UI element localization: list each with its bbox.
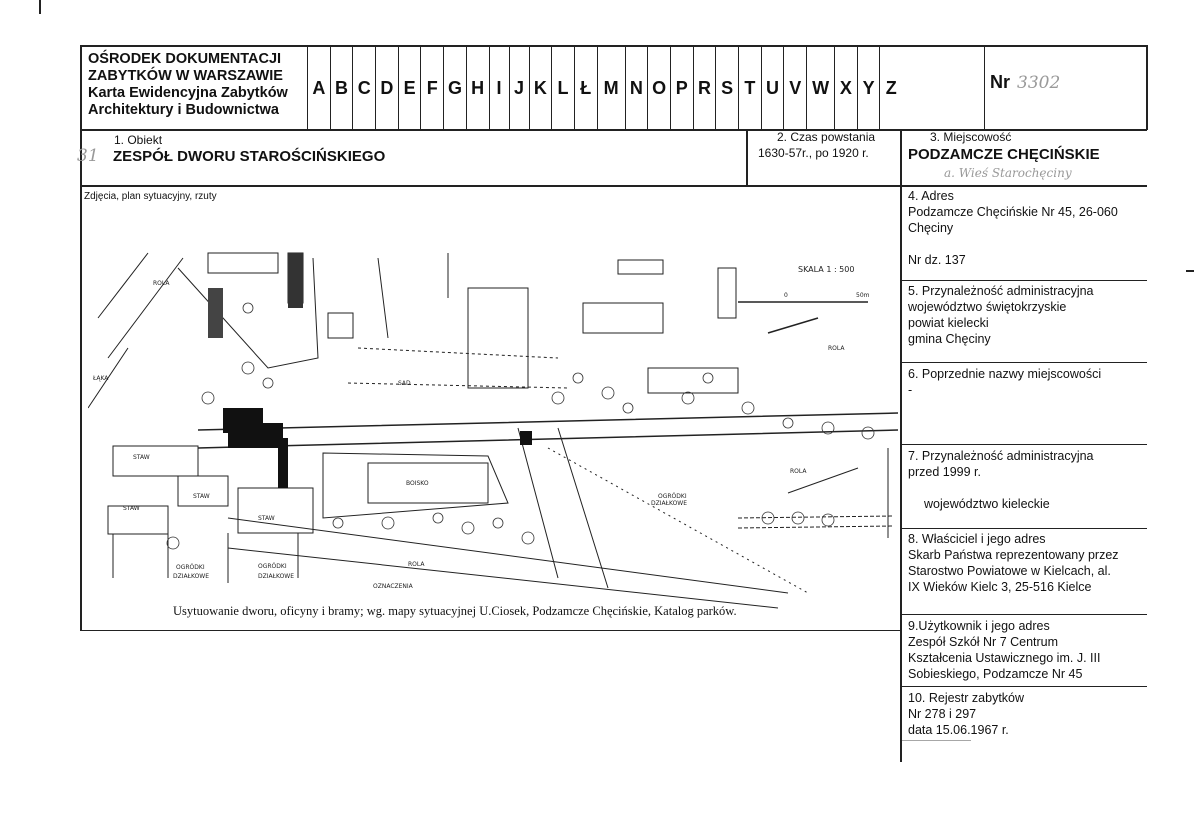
user-bottom-line	[901, 686, 1147, 687]
prev-names-value: -	[908, 383, 913, 397]
place-note: a. Wieś Starochęciny	[944, 166, 1072, 180]
org-line-1: OŚRODEK DOKUMENTACJI	[88, 51, 282, 67]
photo-bottom-line	[80, 630, 902, 631]
nr-inner-line	[985, 46, 987, 129]
institution-header	[88, 51, 288, 119]
prev-names-label: 6. Poprzednie nazwy miejscowości	[908, 367, 1102, 381]
letter-index-cell: S	[715, 46, 738, 130]
map-label-rola-1: ROLA	[153, 280, 170, 287]
letter-index-cell: O	[647, 46, 670, 130]
user-section	[908, 618, 1100, 682]
letter-index-cell: H	[466, 46, 489, 130]
letter-index-cell: N	[625, 46, 648, 130]
register-section	[908, 690, 1024, 738]
admin-section	[908, 283, 1094, 347]
admin-before-section	[908, 448, 1094, 480]
letter-index-cell: M	[597, 46, 625, 130]
date-divider	[746, 130, 748, 186]
admin-before-label-1: 7. Przynależność administracyjna	[908, 449, 1094, 463]
map-label-dzialkowe-1: DZIAŁKOWE	[651, 500, 688, 507]
letter-index-cell: R	[693, 46, 716, 130]
letter-index-cell: B	[330, 46, 353, 130]
map-label-rola-3: ROLA	[790, 468, 807, 475]
site-plan-map	[88, 248, 898, 610]
photo-caption: Usytuowanie dworu, oficyny i bramy; wg. mapy sytuacyjnej U.Ciosek, Podzamcze Chęcińskie, Katalog parków.	[173, 604, 737, 618]
owner-bottom-line	[901, 614, 1147, 615]
map-label-staw-2: STAW	[193, 493, 210, 500]
letter-index-cell: A	[307, 46, 330, 130]
letter-index-cell: Y	[857, 46, 880, 130]
nr-label: Nr	[990, 72, 1011, 92]
object-label: 1. Obiekt	[114, 133, 163, 147]
letter-index-cell: G	[443, 46, 466, 130]
object-margin-note: 31	[77, 146, 99, 166]
letter-index-cell: K	[529, 46, 552, 130]
owner-label: 8. Właściciel i jego adres	[908, 532, 1046, 546]
address-bottom-line	[901, 280, 1147, 281]
frame-left	[80, 45, 82, 631]
letter-index-cell: I	[489, 46, 509, 130]
admin-line-2: powiat kielecki	[908, 316, 989, 330]
map-label-oznaczenia: OZNACZENIA	[373, 583, 413, 590]
map-label-staw-3: STAW	[123, 505, 140, 512]
owner-line-3: IX Wieków Kielc 3, 25-516 Kielce	[908, 580, 1092, 594]
admin-before-value: województwo kieleckie	[924, 497, 1050, 511]
admin-label: 5. Przynależność administracyjna	[908, 284, 1094, 298]
nr-box	[984, 46, 1147, 129]
letter-index-cell: V	[783, 46, 806, 130]
letter-index-cell: T	[738, 46, 761, 130]
register-nr: Nr 278 i 297	[908, 707, 977, 721]
register-date: data 15.06.1967 r.	[908, 723, 1009, 737]
place-label: 3. Miejscowość	[930, 130, 1012, 144]
address-line-2: Chęciny	[908, 221, 954, 235]
margin-tick	[1186, 270, 1194, 272]
map-label-ogrodki-2: OGRÓDKI	[176, 564, 205, 571]
map-label-rola-4: ROLA	[408, 561, 425, 568]
letter-index-cell: P	[670, 46, 693, 130]
user-line-1: Zespół Szkół Nr 7 Centrum	[908, 635, 1059, 649]
map-scale-0: 0	[784, 292, 788, 299]
map-label-ogrodki-3: OGRÓDKI	[258, 563, 287, 570]
letter-index-cell: W	[806, 46, 834, 130]
user-line-2: Kształcenia Ustawicznego im. J. III	[908, 651, 1101, 665]
owner-section	[908, 531, 1119, 595]
card-line-1: Karta Ewidencyjna Zabytków	[88, 85, 288, 101]
map-label-sad: SAD	[398, 380, 411, 387]
admin-line-3: gmina Chęciny	[908, 332, 991, 346]
manor-building	[223, 408, 288, 488]
corner-mark	[39, 0, 41, 14]
admin-before-bottom-line	[901, 528, 1147, 529]
map-label-staw-4: STAW	[258, 515, 275, 522]
letter-index-cell: C	[352, 46, 375, 130]
prev-names-section	[908, 366, 1101, 398]
card-line-2: Architektury i Budownictwa	[88, 102, 279, 118]
map-label-ogrodki-1: OGRÓDKI	[658, 493, 687, 500]
map-scale-label: SKALA 1 : 500	[798, 265, 855, 274]
nr-value: 3302	[1017, 73, 1061, 93]
user-line-3: Sobieskiego, Podzamcze Nr 45	[908, 667, 1083, 681]
right-column-divider	[900, 130, 902, 762]
letter-index-cell: U	[761, 46, 784, 130]
letter-index-cell: L	[551, 46, 574, 130]
map-label-boisko: BOISKO	[406, 480, 429, 487]
map-label-dzialkowe-3: DZIAŁKOWE	[258, 573, 295, 580]
register-label: 10. Rejestr zabytków	[908, 691, 1025, 705]
letter-index-cell: E	[398, 46, 421, 130]
letter-index-cell: J	[509, 46, 529, 130]
object-name: ZESPÓŁ DWORU STAROŚCIŃSKIEGO	[113, 148, 386, 165]
letter-index-cell: Z	[879, 46, 902, 130]
prev-names-bottom-line	[901, 444, 1147, 445]
place-value: PODZAMCZE CHĘCIŃSKIE	[908, 146, 1100, 163]
map-label-rola-2: ROLA	[828, 345, 845, 352]
date-value: 1630-57r., po 1920 r.	[758, 146, 869, 160]
parcel-number: Nr dz. 137	[908, 253, 966, 267]
address-line-1: Podzamcze Chęcińskie Nr 45, 26-060	[908, 205, 1118, 219]
letter-index	[307, 46, 902, 130]
owner-line-2: Starostwo Powiatowe w Kielcach, al.	[908, 564, 1111, 578]
register-bottom-line	[901, 740, 971, 741]
letter-index-cell: D	[375, 46, 398, 130]
org-line-2: ZABYTKÓW W WARSZAWIE	[88, 68, 283, 84]
object-bottom-line	[80, 185, 1147, 187]
letter-index-cell: X	[834, 46, 857, 130]
admin-line-1: województwo świętokrzyskie	[908, 300, 1067, 314]
map-scale-50: 50m	[856, 292, 870, 299]
user-label: 9.Użytkownik i jego adres	[908, 619, 1050, 633]
map-label-staw-1: STAW	[133, 454, 150, 461]
address-section	[908, 188, 1118, 236]
letter-index-cell: Ł	[574, 46, 597, 130]
photo-label: Zdjęcia, plan sytuacyjny, rzuty	[84, 191, 217, 202]
letter-index-cell: F	[420, 46, 443, 130]
map-label-dzialkowe-2: DZIAŁKOWE	[173, 573, 210, 580]
admin-before-label-2: przed 1999 r.	[908, 465, 981, 479]
address-label: 4. Adres	[908, 189, 954, 203]
owner-line-1: Skarb Państwa reprezentowany przez	[908, 548, 1119, 562]
date-label: 2. Czas powstania	[777, 130, 876, 144]
admin-bottom-line	[901, 362, 1147, 363]
map-label-laka: ŁĄKA	[93, 375, 109, 382]
